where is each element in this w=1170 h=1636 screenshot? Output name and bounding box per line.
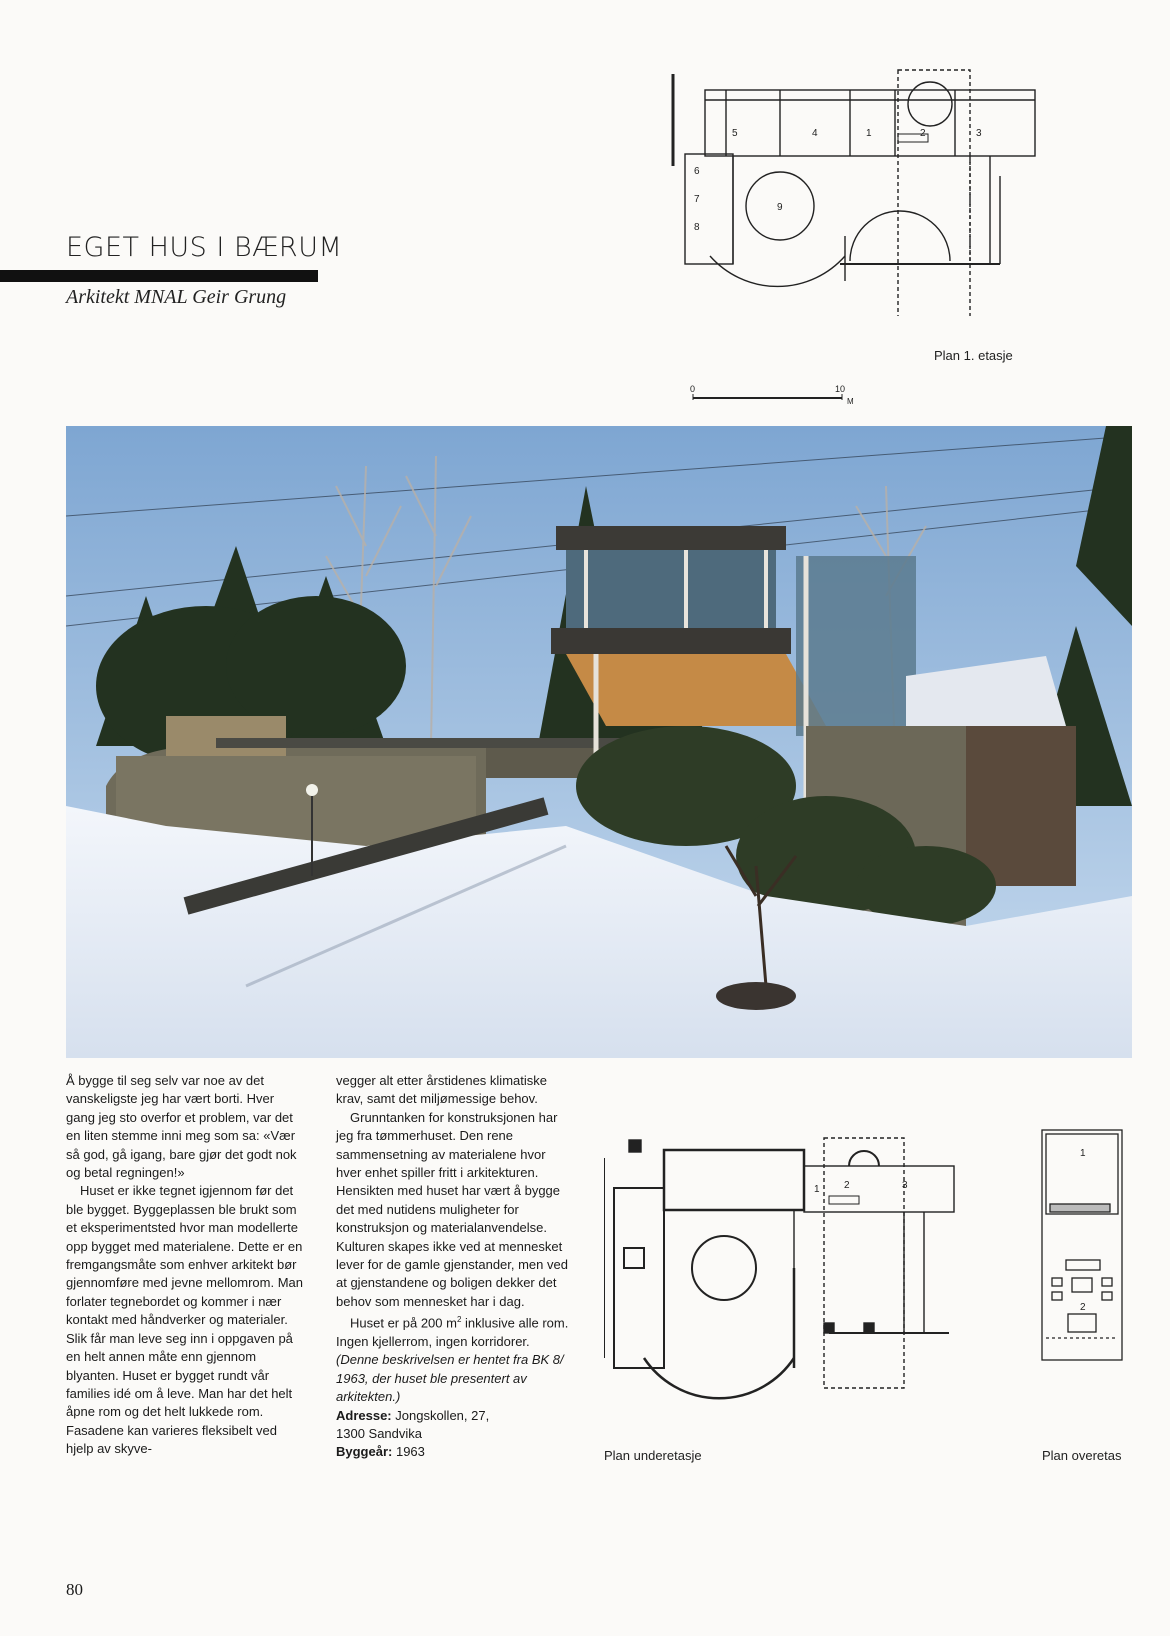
body-paragraph: Grunntanken for konstruksjonen har jeg fra tømmerhuset. Den rene sammensetning av materialene hvor hver enhet spiller fritt i arkitekturen. Hensikten med huset har vært å bygge det med nutidens muligheter for konstruksjon og materialanvendelse. Kulturen skapes ikke ved at mennesket lever for de gamle gjenstander, men ved at gjenstandene og boligen dekker det behov som mennesket har i dag. — [336, 1109, 568, 1309]
body-paragraph — [336, 1311, 574, 1351]
title-rule — [0, 270, 318, 282]
plan-lower-floor-caption: Plan underetasje — [604, 1448, 702, 1463]
scale-end: 10 — [835, 384, 846, 394]
room-label: 3 — [976, 128, 982, 139]
address-value: Jongskollen, 27, — [391, 1407, 490, 1423]
plan-first-floor — [670, 66, 1090, 316]
plan-upper-floor — [1040, 1128, 1130, 1378]
scale-start: 0 — [690, 384, 696, 394]
plan-lower-floor — [604, 1128, 984, 1458]
scale-unit: M — [847, 397, 854, 406]
area-text-rest: inklusive alle rom. Ingen kjellerrom, ingen korridorer. — [336, 1315, 569, 1350]
address-label: Adresse: — [336, 1407, 392, 1423]
article-subtitle: Arkitekt MNAL Geir Grung — [66, 286, 287, 308]
body-paragraph: vegger alt etter årstidenes klimatiske krav, samt det miljømessige behov. — [336, 1073, 547, 1107]
room-label: 1 — [814, 1184, 820, 1195]
plan-first-floor-caption: Plan 1. etasje — [934, 348, 1013, 363]
address-line-2: 1300 Sandvika — [336, 1426, 423, 1442]
room-label: 2 — [844, 1180, 850, 1191]
body-paragraph: Huset er ikke tegnet igjennom før det ble bygget. Byggeplassen ble brukt som et eksperimentsted hvor man modellerte opp bygget med materialene. Dette er en fremgangsmåte som enhver arkitekt bør gjennomføre med jevne mellomrom. Man forlater tegnebordet og kommer i nær kontakt med håndverker og materialer. Slik får man leve seg inn i oppgaven på en helt annen måte enn gjennom blyanten. Huset er bygget rundt vår families idé om å leve. Man har det helt åpne rom og det helt lukkede rom. Fasadene kan varieres fleksibelt ved hjelp av skyve- — [66, 1183, 303, 1457]
room-label: 1 — [1080, 1148, 1086, 1159]
article-title: EGET HUS I BÆRUM — [66, 232, 343, 263]
area-text: Huset er på 200 m — [350, 1315, 457, 1331]
year-line — [336, 1443, 574, 1461]
room-label: 2 — [1080, 1302, 1086, 1313]
year-label: Byggeår: — [336, 1444, 393, 1460]
source-note: (Denne beskrivelsen er hentet fra BK 8/ 1963, der huset ble presentert av arkitekten.) — [336, 1352, 564, 1405]
body-column-1 — [66, 1072, 306, 1459]
room-label: 8 — [694, 222, 700, 233]
body-paragraph: Å bygge til seg selv var noe av det vanskeligste jeg har vært borti. Hver gang jeg sto overfor et problem, var det en liten stemme inni meg som sa: «Vær så god, gå igang, bare gjør det godt nok og betal regningen!» — [66, 1073, 297, 1181]
room-label: 3 — [902, 1180, 908, 1191]
address-line — [336, 1407, 574, 1425]
room-label: 9 — [777, 202, 783, 213]
page-number: 80 — [66, 1580, 83, 1599]
house-photograph — [66, 426, 1132, 1058]
room-label: 1 — [866, 128, 872, 139]
room-label: 2 — [920, 128, 926, 139]
area-superscript: 2 — [456, 1315, 462, 1325]
room-label: 6 — [694, 166, 700, 177]
room-label: 7 — [694, 194, 700, 205]
room-label: 4 — [812, 128, 818, 139]
house-photo-illustration — [66, 426, 1132, 1058]
body-column-2 — [336, 1072, 574, 1462]
scale-bar — [690, 380, 860, 410]
year-value: 1963 — [392, 1444, 425, 1460]
plan-upper-floor-caption: Plan overetas — [1042, 1448, 1122, 1463]
room-label: 5 — [732, 128, 738, 139]
